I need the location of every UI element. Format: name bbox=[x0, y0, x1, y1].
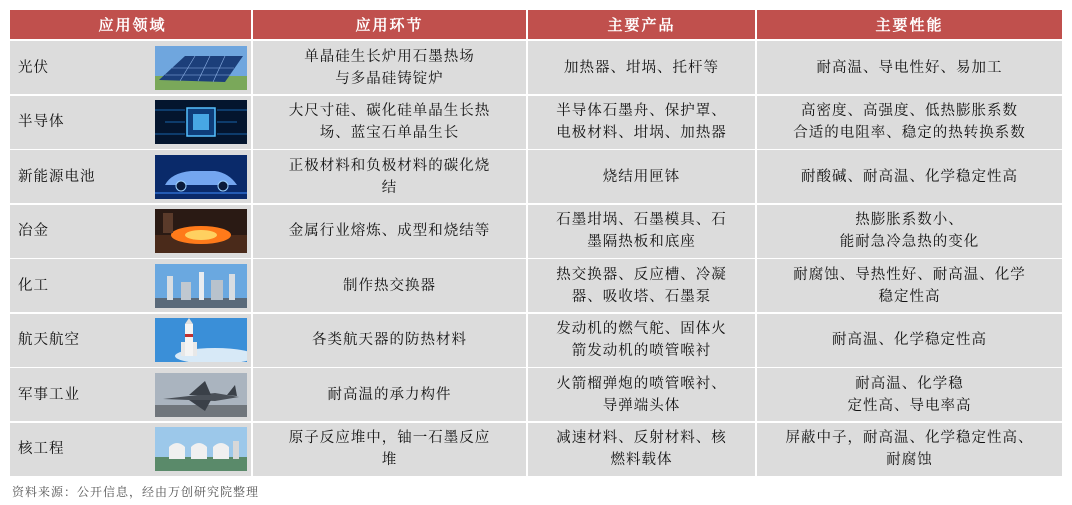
domain-cell bbox=[10, 41, 251, 94]
stage-cell: 正极材料和负极材料的碳化烧 结 bbox=[253, 150, 526, 203]
header-products: 主要产品 bbox=[528, 10, 755, 39]
table-row bbox=[10, 259, 1062, 312]
graphite-applications-table bbox=[10, 10, 1062, 477]
performance-cell: 高密度、高强度、低热膨胀系数 合适的电阻率、稳定的热转换系数 bbox=[757, 96, 1062, 149]
table-row bbox=[10, 96, 1062, 149]
products-cell: 减速材料、反射材料、核 燃料载体 bbox=[528, 423, 755, 476]
steel-mill-image bbox=[155, 209, 247, 253]
rocket-image bbox=[155, 318, 247, 362]
domain-name: 冶金 bbox=[18, 223, 49, 239]
domain-cell bbox=[10, 259, 251, 312]
table-header-row bbox=[10, 10, 1062, 39]
products-cell: 火箭榴弹炮的喷管喉衬、 导弹端头体 bbox=[528, 368, 755, 421]
table-row bbox=[10, 368, 1062, 421]
domain-name: 航天航空 bbox=[18, 332, 80, 348]
stage-cell: 原子反应堆中，铀一石墨反应 堆 bbox=[253, 423, 526, 476]
performance-cell: 热膨胀系数小、 能耐急冷急热的变化 bbox=[757, 205, 1062, 258]
performance-cell: 耐高温、导电性好、易加工 bbox=[757, 41, 1062, 94]
performance-cell: 耐酸碱、耐高温、化学稳定性高 bbox=[757, 150, 1062, 203]
table-row bbox=[10, 314, 1062, 367]
domain-cell bbox=[10, 96, 251, 149]
domain-cell bbox=[10, 150, 251, 203]
stage-cell: 各类航天器的防热材料 bbox=[253, 314, 526, 367]
products-cell: 烧结用匣钵 bbox=[528, 150, 755, 203]
stage-cell: 制作热交换器 bbox=[253, 259, 526, 312]
domain-cell bbox=[10, 314, 251, 367]
performance-cell: 耐高温、化学稳 定性高、导电率高 bbox=[757, 368, 1062, 421]
performance-cell: 耐高温、化学稳定性高 bbox=[757, 314, 1062, 367]
domain-name: 新能源电池 bbox=[18, 168, 96, 185]
chip-image bbox=[155, 100, 247, 144]
products-cell: 半导体石墨舟、保护罩、 电极材料、坩埚、加热器 bbox=[528, 96, 755, 149]
domain-cell bbox=[10, 423, 251, 476]
domain-cell bbox=[10, 205, 251, 258]
performance-cell: 屏蔽中子，耐高温、化学稳定性高、 耐腐蚀 bbox=[757, 423, 1062, 476]
domain-name: 军事工业 bbox=[18, 386, 80, 403]
domain-name: 半导体 bbox=[18, 114, 65, 130]
source-note: 资料来源：公开信息，经由万创研究院整理 bbox=[12, 485, 260, 499]
nuclear-plant-image bbox=[155, 427, 247, 471]
domain-cell bbox=[10, 368, 251, 421]
solar-panel-image bbox=[155, 46, 247, 90]
stage-cell: 单晶硅生长炉用石墨热场 与多晶硅铸锭炉 bbox=[253, 41, 526, 94]
chemical-plant-image bbox=[155, 264, 247, 308]
products-cell: 热交换器、反应槽、冷凝 器、吸收塔、石墨泵 bbox=[528, 259, 755, 312]
domain-name: 化工 bbox=[18, 277, 49, 294]
table-row bbox=[10, 150, 1062, 203]
performance-cell: 耐腐蚀、导热性好、耐高温、化学 稳定性高 bbox=[757, 259, 1062, 312]
products-cell: 加热器、坩埚、托杆等 bbox=[528, 41, 755, 94]
stage-cell: 金属行业熔炼、成型和烧结等 bbox=[253, 205, 526, 258]
domain-name: 光伏 bbox=[18, 59, 49, 76]
domain-name: 核工程 bbox=[18, 441, 65, 457]
header-domain: 应用领域 bbox=[10, 10, 251, 39]
fighter-jet-image bbox=[155, 373, 247, 417]
table-row bbox=[10, 205, 1062, 258]
products-cell: 石墨坩埚、石墨模具、石 墨隔热板和底座 bbox=[528, 205, 755, 258]
stage-cell: 耐高温的承力构件 bbox=[253, 368, 526, 421]
products-cell: 发动机的燃气舵、固体火 箭发动机的喷管喉衬 bbox=[528, 314, 755, 367]
table-row bbox=[10, 41, 1062, 94]
header-stage: 应用环节 bbox=[253, 10, 526, 39]
table-row bbox=[10, 423, 1062, 476]
electric-car-image bbox=[155, 155, 247, 199]
header-performance: 主要性能 bbox=[757, 10, 1062, 39]
stage-cell: 大尺寸硅、碳化硅单晶生长热 场、蓝宝石单晶生长 bbox=[253, 96, 526, 149]
